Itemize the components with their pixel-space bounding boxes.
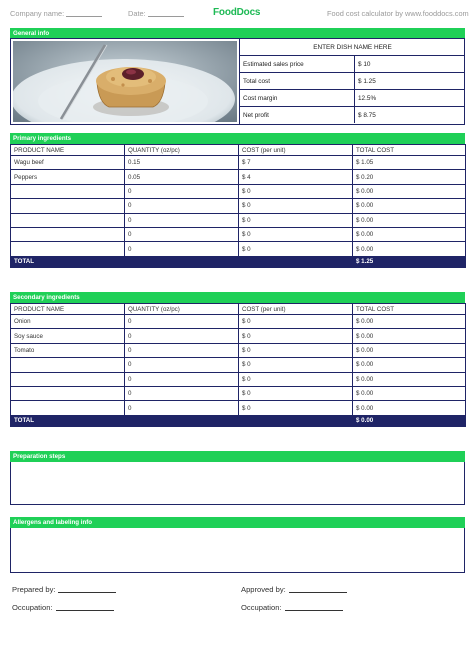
table-row: [11, 358, 466, 372]
col-total-cost: TOTAL COST: [353, 304, 466, 315]
product-cell[interactable]: [11, 184, 125, 198]
approved-by-label: Approved by:: [241, 585, 286, 594]
product-cell[interactable]: Tomato: [11, 343, 125, 357]
quantity-cell[interactable]: 0: [125, 213, 239, 227]
total-cell: $ 0.00: [353, 343, 466, 357]
table-row: [11, 401, 466, 415]
product-cell[interactable]: Wagu beef: [11, 156, 125, 170]
quantity-cell[interactable]: 0: [125, 358, 239, 372]
total-cell: $ 0.00: [353, 386, 466, 400]
total-cell: $ 0.00: [353, 315, 466, 329]
table-row: [11, 372, 466, 386]
pie-photo-icon: [13, 41, 237, 122]
table-row: [11, 315, 466, 329]
date-label: Date:: [128, 9, 146, 18]
secondary-ingredients-title: Secondary ingredients: [10, 292, 465, 303]
cost-cell[interactable]: $ 0: [239, 227, 353, 241]
occupation-right-field[interactable]: [241, 603, 343, 612]
total-cost-value: $ 1.25: [354, 73, 466, 89]
col-total-cost: TOTAL COST: [353, 145, 466, 156]
col-product-name: PRODUCT NAME: [11, 304, 125, 315]
total-cell: $ 0.00: [353, 329, 466, 343]
total-cell: $ 0.20: [353, 170, 466, 184]
total-cell: $ 0.00: [353, 401, 466, 415]
total-cell: $ 0.00: [353, 227, 466, 241]
product-cell[interactable]: Peppers: [11, 170, 125, 184]
estimated-price-value[interactable]: $ 10: [354, 56, 466, 72]
quantity-cell[interactable]: 0: [125, 343, 239, 357]
table-header-row: [11, 304, 466, 315]
prepared-by-field[interactable]: [12, 585, 116, 594]
cost-cell[interactable]: $ 4: [239, 170, 353, 184]
secondary-ingredients-section: [10, 292, 465, 427]
quantity-cell[interactable]: 0.05: [125, 170, 239, 184]
preparation-section: [10, 451, 465, 505]
net-profit-label: Net profit: [243, 112, 269, 119]
quantity-cell[interactable]: 0: [125, 199, 239, 213]
company-name-label: Company name:: [10, 9, 65, 18]
table-row: [11, 329, 466, 343]
net-profit-row: [239, 107, 465, 124]
col-quantity: QUANTITY (oz/pc): [125, 304, 239, 315]
preparation-title: Preparation steps: [10, 451, 465, 462]
dish-photo: [13, 41, 237, 122]
product-cell[interactable]: [11, 213, 125, 227]
general-info-box: [10, 38, 465, 125]
total-cell: $ 0.00: [353, 184, 466, 198]
table-row: [11, 184, 466, 198]
cost-cell[interactable]: $ 0: [239, 401, 353, 415]
occupation-right-label: Occupation:: [241, 603, 282, 612]
occupation-left-field[interactable]: [12, 603, 114, 612]
cost-cell[interactable]: $ 0: [239, 372, 353, 386]
cost-cell[interactable]: $ 0: [239, 315, 353, 329]
total-value: $ 0.00: [353, 415, 466, 426]
table-row: [11, 213, 466, 227]
date-field[interactable]: [128, 9, 184, 18]
signature-line: [285, 610, 343, 611]
product-cell[interactable]: [11, 372, 125, 386]
product-cell[interactable]: [11, 358, 125, 372]
table-row: [11, 227, 466, 241]
total-cell: $ 0.00: [353, 242, 466, 256]
quantity-cell[interactable]: 0: [125, 329, 239, 343]
quantity-cell[interactable]: 0: [125, 315, 239, 329]
estimated-price-row: [239, 56, 465, 73]
cost-margin-label: Cost margin: [243, 95, 278, 102]
company-name-line: [66, 16, 102, 17]
secondary-ingredients-table: [10, 303, 466, 427]
approved-by-field[interactable]: [241, 585, 347, 594]
date-line: [148, 16, 184, 17]
quantity-cell[interactable]: 0: [125, 386, 239, 400]
cost-cell[interactable]: $ 0: [239, 386, 353, 400]
total-cell: $ 0.00: [353, 213, 466, 227]
total-cell: $ 0.00: [353, 358, 466, 372]
cost-cell[interactable]: $ 7: [239, 156, 353, 170]
signature-line: [58, 592, 116, 593]
cost-cell[interactable]: $ 0: [239, 184, 353, 198]
dish-name-field[interactable]: ENTER DISH NAME HERE: [239, 39, 465, 56]
cost-margin-value: 12.5%: [354, 90, 466, 106]
brand-logo: FoodDocs: [213, 7, 261, 18]
col-cost: COST (per unit): [239, 304, 353, 315]
quantity-cell[interactable]: 0: [125, 401, 239, 415]
product-cell[interactable]: [11, 242, 125, 256]
total-cost-label: Total cost: [243, 78, 270, 85]
primary-ingredients-section: [10, 133, 465, 268]
total-cell: $ 1.05: [353, 156, 466, 170]
table-row: [11, 199, 466, 213]
cost-cell[interactable]: $ 0: [239, 329, 353, 343]
total-row: [11, 256, 466, 267]
signature-line: [56, 610, 114, 611]
quantity-cell[interactable]: 0: [125, 184, 239, 198]
table-row: [11, 242, 466, 256]
quantity-cell[interactable]: 0.15: [125, 156, 239, 170]
tagline: Food cost calculator by www.fooddocs.com: [327, 9, 469, 18]
total-cell: $ 0.00: [353, 372, 466, 386]
table-row: [11, 386, 466, 400]
allergens-section: [10, 517, 465, 573]
primary-ingredients-table: [10, 144, 466, 268]
cost-cell[interactable]: $ 0: [239, 213, 353, 227]
col-cost: COST (per unit): [239, 145, 353, 156]
prepared-by-label: Prepared by:: [12, 585, 56, 594]
cost-cell[interactable]: $ 0: [239, 343, 353, 357]
total-row: [11, 415, 466, 426]
allergens-notes-field[interactable]: [10, 528, 465, 573]
cost-cell[interactable]: $ 0: [239, 358, 353, 372]
general-info-title: General info: [10, 28, 465, 39]
signature-line: [289, 592, 347, 593]
company-name-field[interactable]: [10, 9, 102, 18]
cost-cell[interactable]: $ 0: [239, 199, 353, 213]
net-profit-value: $ 8.75: [354, 107, 466, 123]
total-value: $ 1.25: [353, 256, 466, 267]
cost-margin-row: [239, 90, 465, 107]
col-quantity: QUANTITY (oz/pc): [125, 145, 239, 156]
total-cell: $ 0.00: [353, 199, 466, 213]
table-row: [11, 156, 466, 170]
page-header: [0, 0, 474, 28]
product-cell[interactable]: [11, 199, 125, 213]
quantity-cell[interactable]: 0: [125, 372, 239, 386]
product-cell[interactable]: [11, 401, 125, 415]
product-cell[interactable]: Onion: [11, 315, 125, 329]
primary-ingredients-title: Primary ingredients: [10, 133, 465, 144]
total-cost-row: [239, 73, 465, 90]
general-info-table: [239, 39, 465, 125]
col-product-name: PRODUCT NAME: [11, 145, 125, 156]
quantity-cell[interactable]: 0: [125, 227, 239, 241]
preparation-notes-field[interactable]: [10, 462, 465, 505]
total-label: TOTAL: [11, 415, 353, 426]
allergens-title: Allergens and labeling info: [10, 517, 465, 528]
occupation-left-label: Occupation:: [12, 603, 53, 612]
product-cell[interactable]: Soy sauce: [11, 329, 125, 343]
product-cell[interactable]: [11, 386, 125, 400]
total-label: TOTAL: [11, 256, 353, 267]
table-header-row: [11, 145, 466, 156]
quantity-cell[interactable]: 0: [125, 242, 239, 256]
cost-cell[interactable]: $ 0: [239, 242, 353, 256]
estimated-price-label: Estimated sales price: [243, 61, 304, 68]
table-row: [11, 170, 466, 184]
product-cell[interactable]: [11, 227, 125, 241]
table-row: [11, 343, 466, 357]
